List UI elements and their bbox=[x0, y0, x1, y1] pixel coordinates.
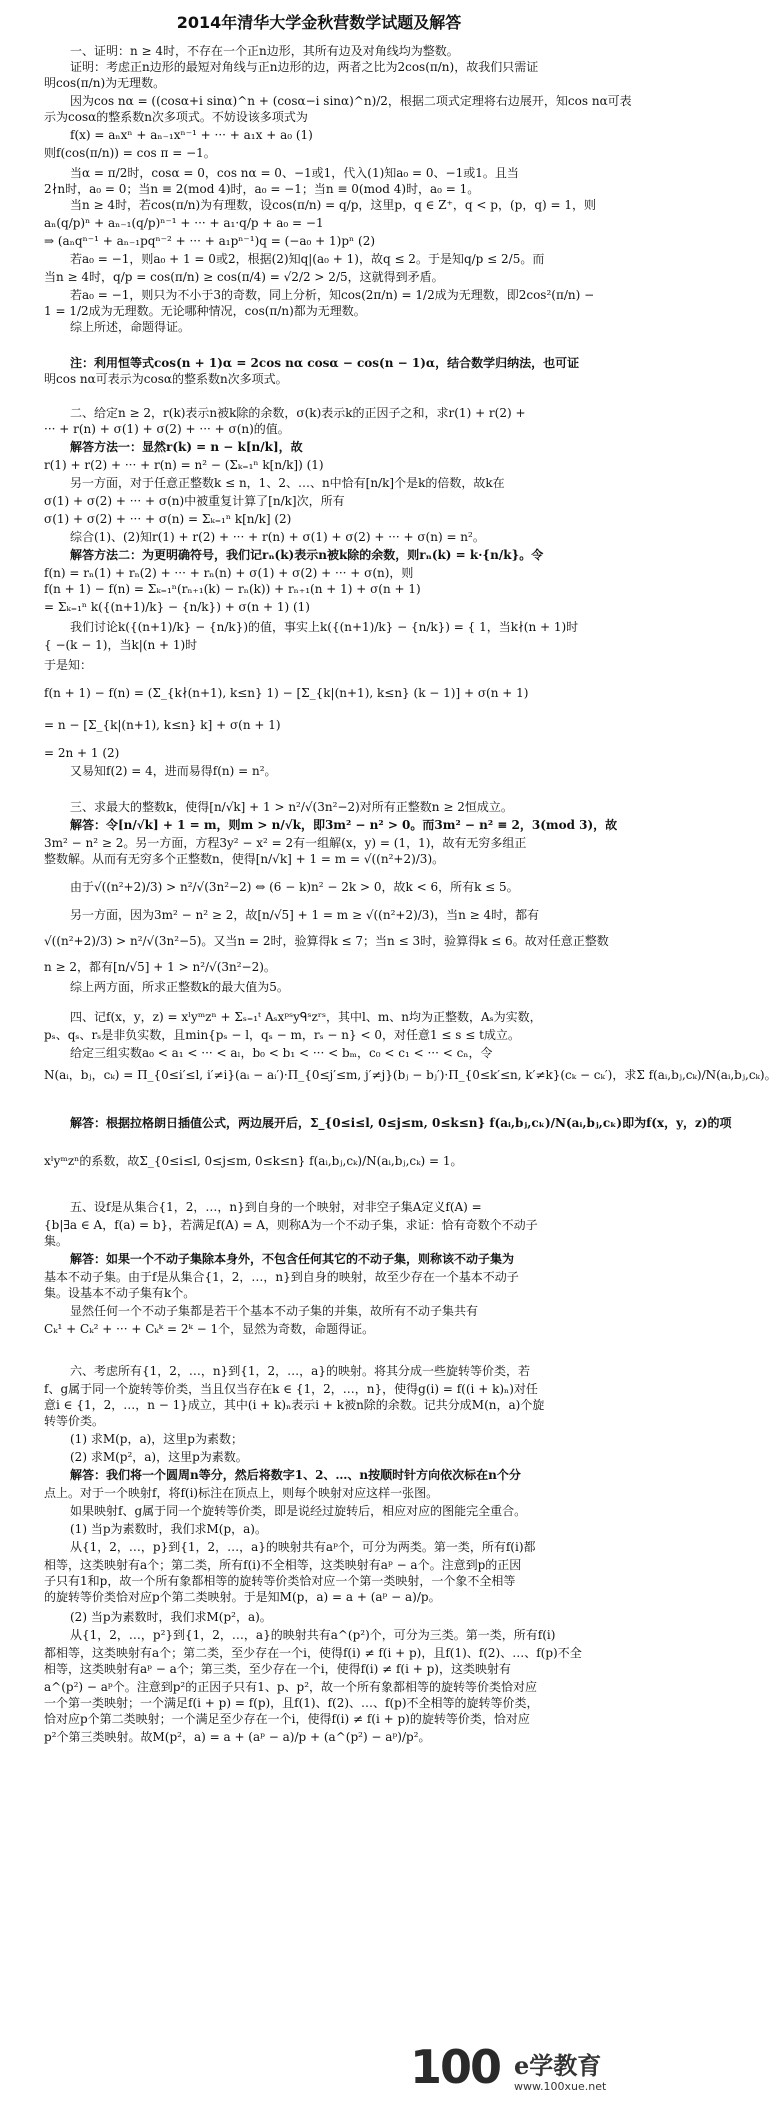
text-line: p²个第三类映射。故M(p²，a) = a + (aᵖ − a)/p + (a^(p²) − aᵖ)/p²。 bbox=[44, 1730, 431, 1744]
text-line: 都相等，这类映射有a个；第二类，至少存在一个i，使得f(i) ≠ f(i + p)，且f(1)、f(2)、…、f(p)不全 bbox=[44, 1646, 582, 1660]
watermark-logo bbox=[410, 2040, 630, 2098]
text-line: 从{1，2，…，p²}到{1，2，…，a}的映射共有a^(p²)个，可分为三类。第一类，所有f(i) bbox=[70, 1628, 556, 1642]
text-line: f(n) = rₙ(1) + rₙ(2) + ··· + rₙ(n) + σ(1) + σ(2) + ··· + σ(n)，则 bbox=[44, 566, 414, 580]
text-line: xˡyᵐzⁿ的系数，故Σ_{0≤i≤l, 0≤j≤m, 0≤k≤n} f(aᵢ,bⱼ,cₖ)/N(aᵢ,bⱼ,cₖ) = 1。 bbox=[44, 1154, 463, 1168]
text-line: 五、设f是从集合{1，2，…，n}到自身的一个映射，对非空子集A定义f(A) = bbox=[70, 1200, 482, 1214]
text-line: 另一方面，对于任意正整数k ≤ n，1、2、…、n中恰有[n/k]个是k的倍数，故k在 bbox=[70, 476, 505, 490]
text-line: 给定三组实数a₀ < a₁ < ··· < aₗ，b₀ < b₁ < ··· < bₘ，c₀ < c₁ < ··· < cₙ，令 bbox=[70, 1046, 493, 1060]
text-line: 当α = π/2时，cosα = 0，cos nα = 0、−1或1，代入(1)知a₀ = 0、−1或1。且当 bbox=[70, 166, 519, 180]
text-line: σ(1) + σ(2) + ··· + σ(n)中被重复计算了[n/k]次，所有 bbox=[44, 494, 345, 508]
text-line: = 2n + 1 (2) bbox=[44, 746, 120, 760]
text-line: Cₖ¹ + Cₖ² + ··· + Cₖᵏ = 2ᵏ − 1个，显然为奇数，命题得证。 bbox=[44, 1322, 375, 1336]
text-line: f(x) = aₙxⁿ + aₙ₋₁xⁿ⁻¹ + ··· + a₁x + a₀ (1) bbox=[70, 128, 313, 142]
text-line: 意i ∈ {1，2，…，n − 1}成立，其中(i + k)ₙ表示i + k被n除的余数。记共分成M(n，a)个旋 bbox=[44, 1398, 545, 1412]
text-line: 的旋转等价类恰对应p个第二类映射。于是知M(p，a) = a + (aᵖ − a)/p。 bbox=[44, 1590, 441, 1604]
text-line: 集。 bbox=[44, 1234, 69, 1248]
text-line: 当n ≥ 4时，若cos(π/n)为有理数，设cos(π/n) = q/p，这里p，q ∈ Z⁺，q < p，(p，q) = 1，则 bbox=[70, 198, 597, 212]
text-line: 解答：令[n/√k] + 1 = m，则m > n/√k，即3m² − n² > 0。而3m² − n² ≡ 2，3(mod 3)，故 bbox=[70, 818, 618, 832]
text-line: 整数解。从而有无穷多个正整数n，使得[n/√k] + 1 = m = √((n²+2)/3)。 bbox=[44, 852, 445, 866]
text-line: 相等，这类映射有aᵖ − a个；第三类，至少存在一个i，使得f(i) ≠ f(i + p)，这类映射有 bbox=[44, 1662, 511, 1676]
text-line: 又易知f(2) = 4，进而易得f(n) = n²。 bbox=[70, 764, 277, 778]
text-line: 由于√((n²+2)/3) > n²/√(3n²−2) ⇔ (6 − k)n² − 2k > 0，故k < 6，所有k ≤ 5。 bbox=[70, 880, 519, 894]
text-line: 六、考虑所有{1，2，…，n}到{1，2，…，a}的映射。将其分成一些旋转等价类，若 bbox=[70, 1364, 530, 1378]
text-line: 一、证明：n ≥ 4时，不存在一个正n边形，其所有边及对角线均为整数。 bbox=[70, 44, 459, 58]
text-line: { −(k − 1)，当k|(n + 1)时 bbox=[44, 638, 198, 652]
text-line: 恰对应p个第二类映射；一个满足至少存在一个i，使得f(i) ≠ f(i + p)的旋转等价类，恰对应 bbox=[44, 1712, 530, 1726]
watermark-logo-word: e学教育 bbox=[514, 2051, 602, 2080]
text-line: σ(1) + σ(2) + ··· + σ(n) = Σₖ₌₁ⁿ k[n/k] (2) bbox=[44, 512, 292, 526]
text-line: 明cos(π/n)为无理数。 bbox=[44, 76, 166, 90]
watermark-url: www.100xue.net bbox=[514, 2080, 607, 2093]
text-line: 另一方面，因为3m² − n² ≥ 2，故[n/√5] + 1 = m ≥ √((n²+2)/3)，当n ≥ 4时，都有 bbox=[70, 908, 540, 922]
text-line: N(aᵢ，bⱼ，cₖ) = Π_{0≤i′≤l, i′≠i}(aᵢ − aᵢ′)·Π_{0≤j′≤m, j′≠j}(bⱼ − bⱼ′)·Π_{0≤k′≤n, k′≠k}(cₖ − cₖ′)，求Σ f(aᵢ,bⱼ,cₖ)/N(aᵢ,bⱼ,cₖ)。 bbox=[44, 1068, 777, 1082]
text-line: 解答：根据拉格朗日插值公式，两边展开后，Σ_{0≤i≤l, 0≤j≤m, 0≤k≤n} f(aᵢ,bⱼ,cₖ)/N(aᵢ,bⱼ,cₖ)即为f(x，y，z)的项 bbox=[70, 1116, 732, 1130]
text-line: 若a₀ = −1，则a₀ + 1 = 0或2，根据(2)知q|(a₀ + 1)，故q ≤ 2。于是知q/p ≤ 2/5。而 bbox=[70, 252, 545, 266]
text-line: 四、记f(x，y，z) = xˡyᵐzⁿ + Σₛ₌₁ᵗ Aₛxᵖˢyᑫˢzʳˢ，其中l、m、n均为正整数，Aₛ为实数， bbox=[70, 1010, 542, 1024]
text-line: 证明：考虑正n边形的最短对角线与正n边形的边，两者之比为2cos(π/n)，故我们只需证 bbox=[70, 60, 539, 74]
text-line: (2) 求M(p²，a)，这里p为素数。 bbox=[70, 1450, 248, 1464]
text-line: 一个第一类映射；一个满足f(i + p) = f(p)，且f(1)、f(2)、…、f(p)不全相等的旋转等价类， bbox=[44, 1696, 539, 1710]
text-line: 若a₀ = −1，则只为不小于3的奇数，同上分析，知cos(2π/n) = 1/2成为无理数，即2cos²(π/n) − bbox=[70, 288, 595, 302]
text-line: 基本不动子集。由于f是从集合{1，2，…，n}到自身的映射，故至少存在一个基本不动子 bbox=[44, 1270, 519, 1284]
text-line: 显然任何一个不动子集都是若干个基本不动子集的并集，故所有不动子集共有 bbox=[70, 1304, 479, 1318]
text-line: (2) 当p为素数时，我们求M(p²，a)。 bbox=[70, 1610, 272, 1624]
text-line: ··· + r(n) + σ(1) + σ(2) + ··· + σ(n)的值。 bbox=[44, 422, 290, 436]
text-line: = n − [Σ_{k|(n+1), k≤n} k] + σ(n + 1) bbox=[44, 718, 281, 732]
text-line: aₙ(q/p)ⁿ + aₙ₋₁(q/p)ⁿ⁻¹ + ··· + a₁·q/p + a₀ = −1 bbox=[44, 216, 324, 230]
text-line: 从{1，2，…，p}到{1，2，…，a}的映射共有aᵖ个，可分为两类。第一类，所有f(i)都 bbox=[70, 1540, 536, 1554]
text-line: 点上。对于一个映射f，将f(i)标注在顶点上，则每个映射对应这样一张图。 bbox=[44, 1486, 439, 1500]
text-line: 解答方法二：为更明确符号，我们记rₙ(k)表示n被k除的余数，则rₙ(k) = k·{n/k}。令 bbox=[70, 548, 544, 562]
text-line: 三、求最大的整数k，使得[n/√k] + 1 > n²/√(3n²−2)对所有正整数n ≥ 2恒成立。 bbox=[70, 800, 513, 814]
text-line: 二、给定n ≥ 2，r(k)表示n被k除的余数，σ(k)表示k的正因子之和，求r(1) + r(2) + bbox=[70, 406, 526, 420]
text-line: pₛ、qₛ、rₛ是非负实数，且min{pₛ − l，qₛ − m，rₛ − n} < 0，对任意1 ≤ s ≤ t成立。 bbox=[44, 1028, 520, 1042]
text-line: f(n + 1) − f(n) = (Σ_{k∤(n+1), k≤n} 1) − [Σ_{k|(n+1), k≤n} (k − 1)] + σ(n + 1) bbox=[44, 686, 529, 700]
text-line: (1) 当p为素数时，我们求M(p，a)。 bbox=[70, 1522, 267, 1536]
text-line: f(n + 1) − f(n) = Σₖ₌₁ⁿ(rₙ₊₁(k) − rₙ(k)) + rₙ₊₁(n + 1) + σ(n + 1) bbox=[44, 582, 421, 596]
watermark-logo-number: 100 bbox=[410, 2040, 501, 2094]
text-line: 解答：如果一个不动子集除本身外，不包含任何其它的不动子集，则称该不动子集为 bbox=[70, 1252, 515, 1266]
text-line: ⇒ (aₙqⁿ⁻¹ + aₙ₋₁pqⁿ⁻² + ··· + a₁pⁿ⁻¹)q = (−a₀ + 1)pⁿ (2) bbox=[44, 234, 376, 248]
text-line: 当n ≥ 4时，q/p = cos(π/n) ≥ cos(π/4) = √2/2 > 2/5，这就得到矛盾。 bbox=[44, 270, 444, 284]
text-line: 明cos nα可表示为cosα的整系数n次多项式。 bbox=[44, 372, 288, 386]
text-line: 集。设基本不动子集有k个。 bbox=[44, 1286, 196, 1300]
text-line: √((n²+2)/3) > n²/√(3n²−5)。又当n = 2时，验算得k ≤ 7；当n ≤ 3时，验算得k ≤ 6。故对任意正整数 bbox=[44, 934, 609, 948]
text-line: 综上两方面，所求正整数k的最大值为5。 bbox=[70, 980, 289, 994]
text-line: 注：利用恒等式cos(n + 1)α = 2cos nα cosα − cos(n − 1)α，结合数学归纳法，也可证 bbox=[70, 356, 580, 370]
text-line: 解答：我们将一个圆周n等分，然后将数字1、2、…、n按顺时针方向依次标在n个分 bbox=[70, 1468, 521, 1482]
text-line: 则f(cos(π/n)) = cos π = −1。 bbox=[44, 146, 216, 160]
text-line: 综上所述，命题得证。 bbox=[70, 320, 191, 334]
text-line: {b|∃a ∈ A，f(a) = b}，若满足f(A) = A，则称A为一个不动子集，求证：恰有奇数个不动子 bbox=[44, 1218, 538, 1232]
text-line: 因为cos nα = ((cosα+i sinα)^n + (cosα−i sinα)^n)/2，根据二项式定理将右边展开，知cos nα可表 bbox=[70, 94, 632, 108]
text-line: 2∤n时，a₀ = 0；当n ≡ 2(mod 4)时，a₀ = −1；当n ≡ 0(mod 4)时，a₀ = 1。 bbox=[44, 182, 480, 196]
text-line: f、g属于同一个旋转等价类，当且仅当存在k ∈ {1，2，…，n}，使得g(i) = f((i + k)ₙ)对任 bbox=[44, 1382, 538, 1396]
text-line: n ≥ 2，都有[n/√5] + 1 > n²/√(3n²−2)。 bbox=[44, 960, 276, 974]
text-line: 综合(1)、(2)知r(1) + r(2) + ··· + r(n) + σ(1) + σ(2) + ··· + σ(n) = n²。 bbox=[70, 530, 485, 544]
text-line: 相等，这类映射有a个；第二类，所有f(i)不全相等，这类映射有aᵖ − a个。注意到p的正因 bbox=[44, 1558, 522, 1572]
text-line: a^(p²) − aᵖ个。注意到p²的正因子只有1、p、p²，故一个所有象都相等的旋转等价类恰对应 bbox=[44, 1680, 538, 1694]
text-line: 解答方法一：显然r(k) = n − k[n/k]，故 bbox=[70, 440, 303, 454]
text-line: r(1) + r(2) + ··· + r(n) = n² − (Σₖ₌₁ⁿ k[n/k]) (1) bbox=[44, 458, 324, 472]
text-line: 示为cosα的整系数n次多项式。不妨设该多项式为 bbox=[44, 110, 308, 124]
text-line: 3m² − n² ≥ 2。另一方面，方程3y² − x² = 2有一组解(x，y) = (1，1)，故有无穷多组正 bbox=[44, 836, 527, 850]
text-line: (1) 求M(p，a)，这里p为素数； bbox=[70, 1432, 243, 1446]
text-line: 如果映射f、g属于同一个旋转等价类，即是说经过旋转后，相应对应的图能完全重合。 bbox=[70, 1504, 527, 1518]
page-title: 2014年清华大学金秋营数学试题及解答 bbox=[176, 13, 462, 32]
text-line: 1 = 1/2成为无理数。无论哪种情况，cos(π/n)都为无理数。 bbox=[44, 304, 366, 318]
text-line: 于是知： bbox=[44, 658, 93, 672]
text-line: 子只有1和p，故一个所有象都相等的旋转等价类恰对应一个第一类映射，一个象不全相等 bbox=[44, 1574, 516, 1588]
text-line: 转等价类。 bbox=[44, 1414, 105, 1428]
text-line: 我们讨论k({(n+1)/k} − {n/k})的值，事实上k({(n+1)/k} − {n/k}) = { 1，当k∤(n + 1)时 bbox=[70, 620, 579, 634]
text-line: = Σₖ₌₁ⁿ k({(n+1)/k} − {n/k}) + σ(n + 1) (1) bbox=[44, 600, 310, 614]
